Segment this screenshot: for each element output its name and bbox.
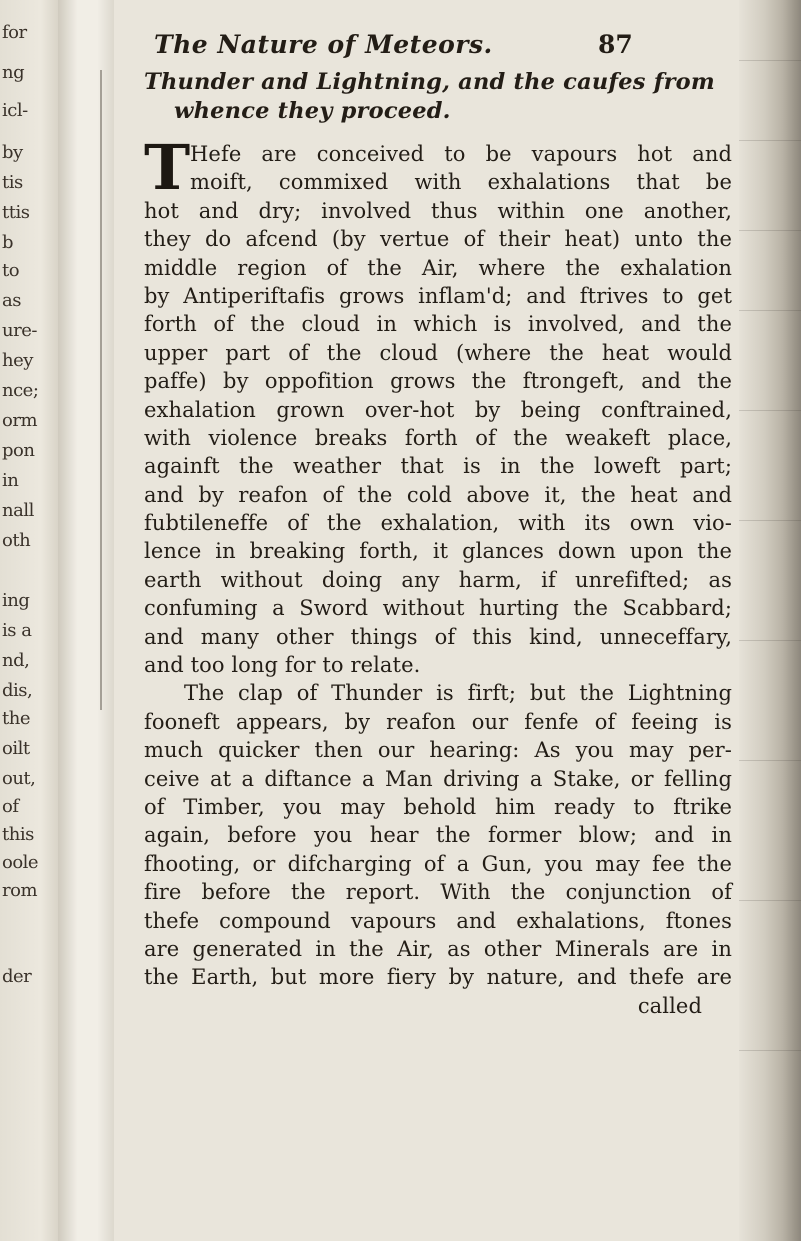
facing-page-fragment: in (2, 470, 19, 491)
drop-cap: T (144, 131, 191, 204)
facing-page-fragment: oole (2, 852, 39, 873)
facing-page-fragment: as (2, 290, 21, 311)
facing-page-fragment: by (2, 142, 23, 163)
text-line: againft the weather that is in the loweft part; (144, 454, 732, 479)
text-line: the Earth, but more fiery by nature, and thefe are (144, 965, 732, 990)
page-fore-edge (739, 0, 801, 1241)
facing-page-fragment: ttis (2, 202, 30, 223)
text-line: middle region of the Air, where the exhalation (144, 255, 732, 280)
facing-page-fragment: for (2, 22, 27, 43)
text-line: paffe) by oppofition grows the ftrongeft, and the (144, 369, 732, 394)
text-line: they do afcend (by vertue of their heat) unto the (144, 227, 732, 252)
text-line: much quicker then our hearing: As you may per- (144, 738, 732, 763)
facing-page-fragment: dis, (2, 680, 33, 701)
book-gutter (58, 0, 114, 1241)
facing-page-fragment: out, (2, 768, 36, 789)
text-line: exhalation grown over-hot by being conftrained, (144, 397, 732, 422)
text-line: earth without doing any harm, if unrefifted; as (144, 567, 732, 592)
facing-page-fragment: rom (2, 880, 38, 901)
chapter-title-line-2: whence they proceed. (174, 98, 451, 124)
facing-page-fragment: to (2, 260, 20, 281)
facing-page-fragment: nall (2, 500, 34, 521)
running-head-title: The Nature of Meteors. (154, 30, 493, 59)
facing-page-fragment: of (2, 796, 19, 817)
text-line: and many other things of this kind, unneceffary, (144, 624, 732, 649)
body-text (144, 131, 732, 1020)
facing-page-fragment: oth (2, 530, 31, 551)
text-line: thefe compound vapours and exhalations, ftones (144, 908, 732, 933)
page-number: 87 (598, 30, 633, 59)
facing-page-fragment: ing (2, 590, 30, 611)
facing-page-fragment: orm (2, 410, 38, 431)
gutter-shadow-line (100, 70, 102, 710)
text-line: moift, commixed with exhalations that be (190, 170, 732, 195)
facing-page-fragment: b (2, 232, 14, 253)
facing-page-fragment: icl- (2, 100, 28, 121)
facing-page-fragment: nce; (2, 380, 39, 401)
text-line: Hefe are conceived to be vapours hot and (190, 142, 732, 166)
text-line: fooneft appears, by reafon our fenfe of feeing is (144, 709, 732, 734)
text-line: lence in breaking forth, it glances down upon the (144, 539, 732, 564)
text-line: upper part of the cloud (where the heat would (144, 340, 732, 365)
facing-page-fragment: this (2, 824, 34, 845)
text-line: and by reafon of the cold above it, the heat and (144, 482, 732, 507)
chapter-title (144, 68, 724, 126)
text-line: with violence breaks forth of the weakeft place, (144, 425, 732, 450)
text-line: hot and dry; involved thus within one another, (144, 198, 732, 223)
facing-page-fragment: is a (2, 620, 32, 641)
text-line: by Antiperiftafis grows inflam'd; and ftrives to get (144, 283, 732, 308)
facing-page-fragment: ng (2, 62, 25, 83)
text-line: again, before you hear the former blow; and in (144, 823, 732, 848)
chapter-title-line-1: Thunder and Lightning, and the caufes from (144, 69, 715, 95)
facing-page-fragment: ure- (2, 320, 37, 341)
text-line: fubtileneffe of the exhalation, with its own vio- (144, 511, 732, 536)
text-line: are generated in the Air, as other Minerals are in (144, 936, 732, 961)
catchword: called (637, 993, 702, 1018)
text-line: fhooting, or difcharging of a Gun, you may fee the (144, 851, 732, 876)
running-head (114, 22, 739, 62)
text-line: and too long for to relate. (144, 653, 421, 678)
facing-page-fragment: oilt (2, 738, 30, 759)
facing-page-fragment: the (2, 708, 30, 729)
text-line: The clap of Thunder is firft; but the Lightning (184, 681, 732, 706)
facing-page-fragment: der (2, 966, 32, 987)
text-line: confuming a Sword without hurting the Scabbard; (144, 596, 732, 621)
text-line: forth of the cloud in which is involved, and the (144, 312, 732, 337)
facing-page-edge (0, 0, 58, 1241)
text-line: of Timber, you may behold him ready to ftrike (144, 794, 732, 819)
facing-page-fragment: nd, (2, 650, 30, 671)
facing-page-fragment: tis (2, 172, 23, 193)
book-page (114, 0, 739, 1241)
facing-page-fragment: pon (2, 440, 35, 461)
facing-page-fragment: hey (2, 350, 33, 371)
text-line: ceive at a diftance a Man driving a Stake, or felling (144, 766, 732, 791)
text-line: fire before the report. With the conjunction of (144, 880, 732, 905)
